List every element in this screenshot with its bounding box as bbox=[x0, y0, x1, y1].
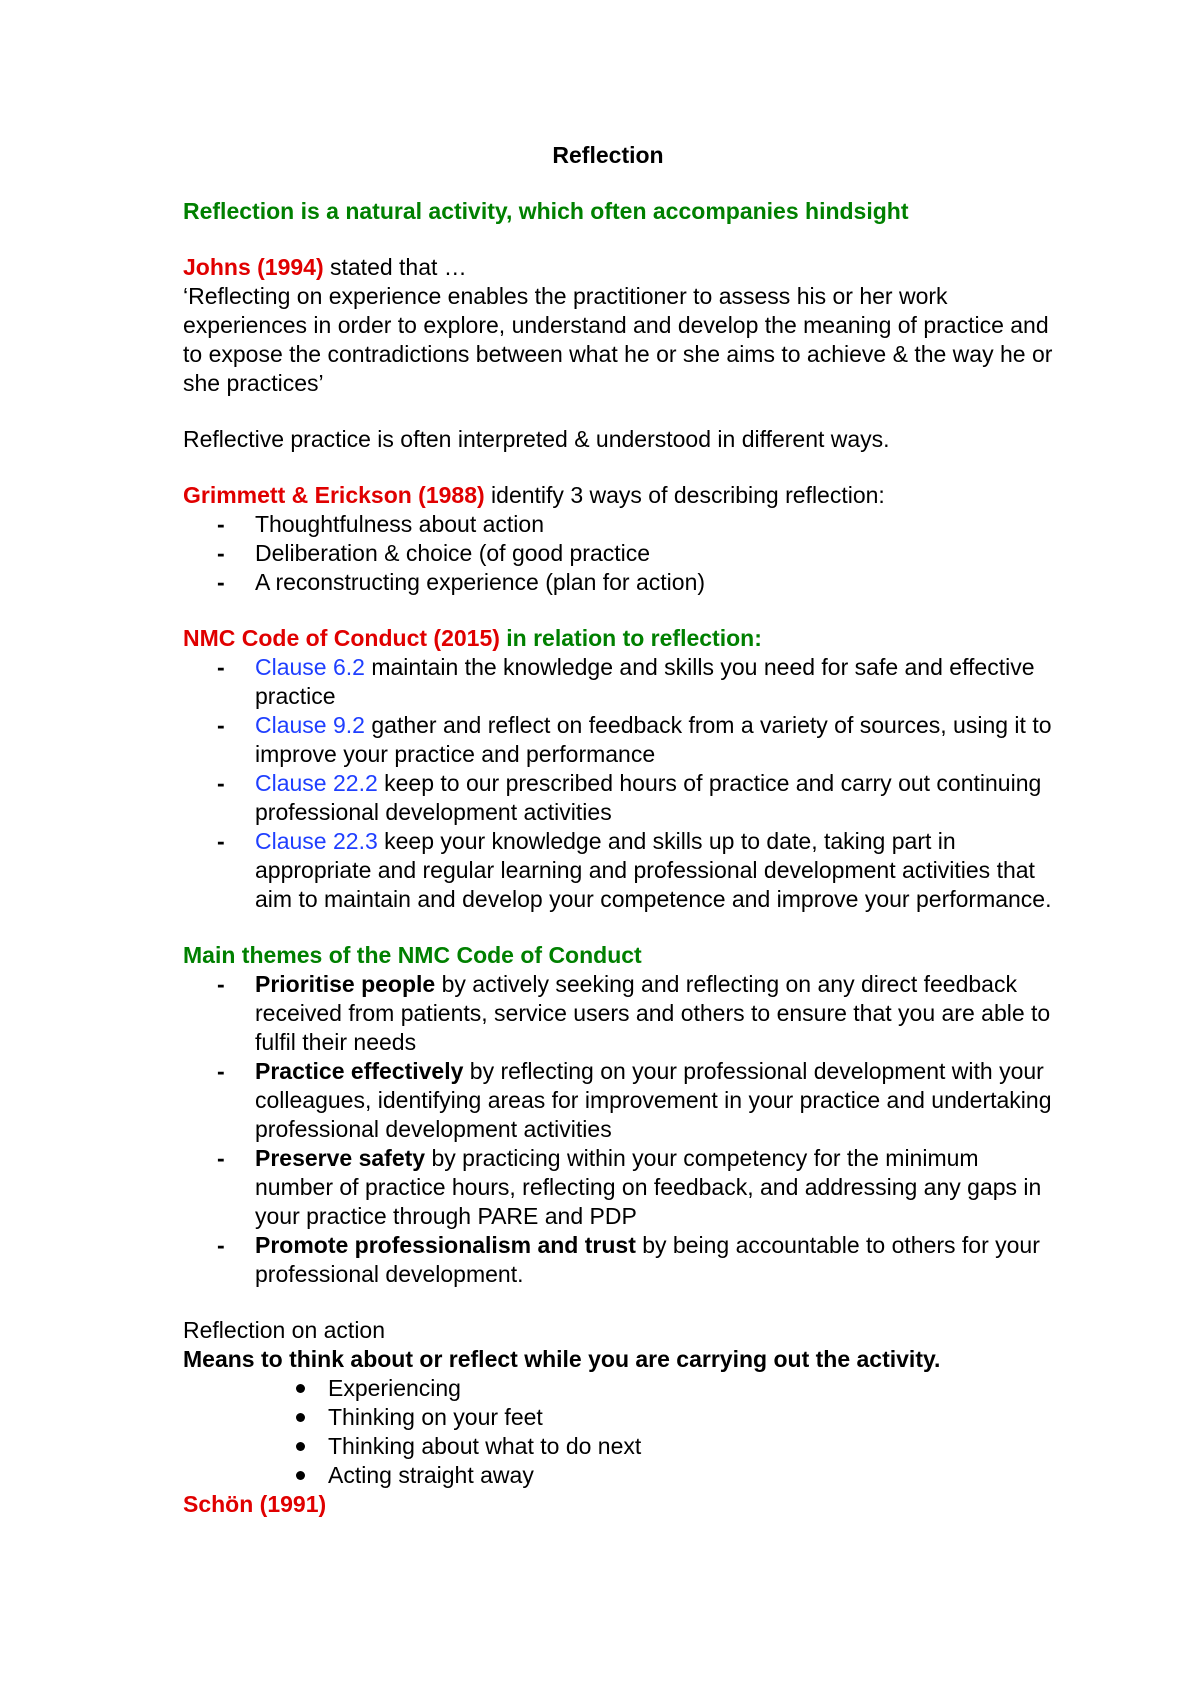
list-item: - A reconstructing experience (plan for action) bbox=[217, 569, 706, 595]
bullet-icon bbox=[296, 1384, 305, 1393]
dash-marker: - bbox=[217, 1232, 225, 1258]
list-item: - Clause 22.2 keep to our prescribed hours of practice and carry out continuing professional development activities bbox=[217, 770, 1042, 825]
reflection-on-action-label: Reflection on action bbox=[183, 1317, 386, 1343]
nmc-lead: in relation to reflection: bbox=[499, 625, 762, 651]
dash-marker: - bbox=[217, 654, 225, 680]
list-item: - Clause 9.2 gather and reflect on feedback from a variety of sources, using it to improve your practice and performance bbox=[217, 712, 1052, 767]
nmc-heading bbox=[183, 624, 1053, 653]
johns-paragraph bbox=[183, 253, 1053, 282]
list-item: Acting straight away bbox=[183, 1461, 1053, 1490]
reflection-on-action-list bbox=[183, 1374, 1053, 1490]
dash-marker: - bbox=[217, 540, 225, 566]
themes-heading: Main themes of the NMC Code of Conduct bbox=[183, 942, 642, 968]
clause-label: Clause 9.2 bbox=[255, 712, 365, 738]
list-item: - Preserve safety by practicing within your competency for the minimum number of practice hours, reflecting on feedback, and addressing any gaps in your practice through PARE and PDP bbox=[217, 1145, 1042, 1229]
themes-list bbox=[183, 970, 1053, 1289]
grimmett-citation: Grimmett & Erickson (1988) bbox=[183, 482, 485, 508]
list-item: - Practice effectively by reflecting on your professional development with your colleagues, identifying areas for improvement in your practice and undertaking professional development activities bbox=[217, 1058, 1052, 1142]
grimmett-lead: identify 3 ways of describing reflection: bbox=[484, 482, 885, 508]
theme-label: Prioritise people bbox=[255, 971, 436, 997]
dash-marker: - bbox=[217, 1058, 225, 1084]
bullet-icon bbox=[296, 1471, 305, 1480]
list-item: Experiencing bbox=[183, 1374, 1053, 1403]
theme-label: Preserve safety bbox=[255, 1145, 426, 1171]
bullet-icon bbox=[296, 1413, 305, 1422]
intro-heading: Reflection is a natural activity, which often accompanies hindsight bbox=[183, 198, 909, 224]
page-title: Reflection bbox=[552, 142, 664, 168]
nmc-citation: NMC Code of Conduct (2015) bbox=[183, 625, 500, 651]
list-item: Thinking on your feet bbox=[183, 1403, 1053, 1432]
nmc-clause-list bbox=[183, 653, 1053, 914]
schon-citation: Schön (1991) bbox=[183, 1491, 327, 1517]
clause-label: Clause 6.2 bbox=[255, 654, 365, 680]
theme-label: Promote professionalism and trust bbox=[255, 1232, 636, 1258]
reflection-on-action-definition: Means to think about or reflect while you are carrying out the activity. bbox=[183, 1346, 941, 1372]
bullet-icon bbox=[296, 1442, 305, 1451]
theme-label: Practice effectively bbox=[255, 1058, 464, 1084]
list-item: - Prioritise people by actively seeking and reflecting on any direct feedback received from patients, service users and others to ensure that you are able to fulfil their needs bbox=[217, 971, 1051, 1055]
list-item: - Promote professionalism and trust by being accountable to others for your professional development. bbox=[217, 1232, 1040, 1287]
document-content bbox=[183, 141, 1053, 1519]
list-item: - Thoughtfulness about action bbox=[217, 511, 544, 537]
dash-marker: - bbox=[217, 569, 225, 595]
dash-marker: - bbox=[217, 1145, 225, 1171]
list-item: - Clause 6.2 maintain the knowledge and skills you need for safe and effective practice bbox=[217, 654, 1035, 709]
johns-citation: Johns (1994) bbox=[183, 254, 324, 280]
dash-marker: - bbox=[217, 511, 225, 537]
johns-lead: stated that … bbox=[323, 254, 467, 280]
dash-marker: - bbox=[217, 971, 225, 997]
dash-marker: - bbox=[217, 828, 225, 854]
list-item: Thinking about what to do next bbox=[183, 1432, 1053, 1461]
reflective-practice-text: Reflective practice is often interpreted & understood in different ways. bbox=[183, 426, 890, 452]
johns-quote: ‘Reflecting on experience enables the practitioner to assess his or her work experiences in order to explore, understand and develop the meaning of practice and to expose the contradictions between what he or she aims to achieve & the way he or she practices’ bbox=[183, 283, 1053, 396]
grimmett-paragraph bbox=[183, 481, 1053, 510]
clause-label: Clause 22.2 bbox=[255, 770, 378, 796]
dash-marker: - bbox=[217, 712, 225, 738]
clause-label: Clause 22.3 bbox=[255, 828, 378, 854]
dash-marker: - bbox=[217, 770, 225, 796]
list-item: - Clause 22.3 keep your knowledge and skills up to date, taking part in appropriate and regular learning and professional development activities that aim to maintain and develop your competence and improve your performance. bbox=[217, 828, 1052, 912]
list-item: - Deliberation & choice (of good practice bbox=[217, 540, 651, 566]
grimmett-list bbox=[183, 510, 1053, 597]
